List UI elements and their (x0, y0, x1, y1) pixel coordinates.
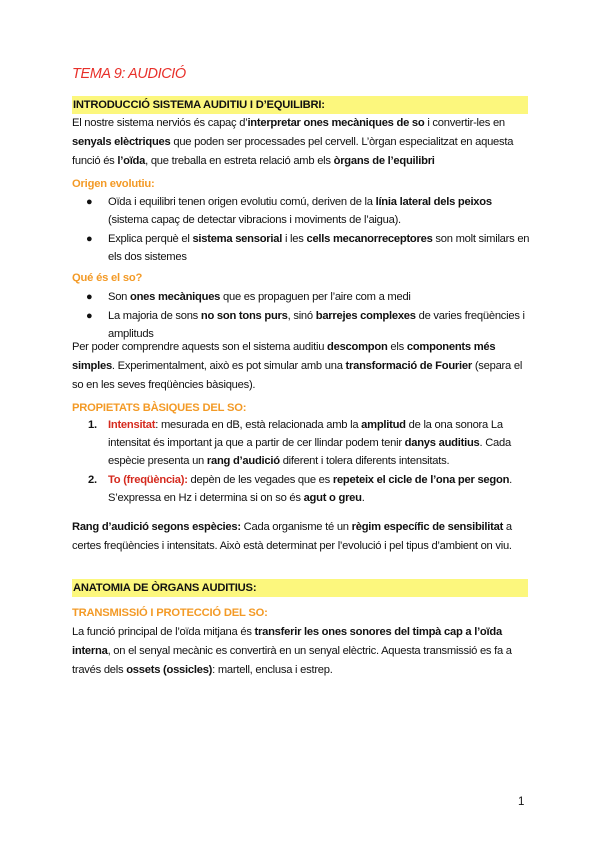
text-run: agut o greu (303, 492, 362, 504)
text-run: de varies freqüències i amplituds (108, 310, 525, 340)
bullet-icon: ● (86, 310, 93, 322)
transmissio-paragraph (72, 623, 532, 680)
text-run: transferir les ones sonores del timpà cap a l’oïda interna (72, 626, 502, 657)
text-run: règim específic de sensibilitat (351, 521, 504, 533)
text-run: . S’expressa en Hz i determina si on so és (108, 474, 513, 504)
numbered-item (72, 471, 532, 507)
text-run: Rang d’audició segons espècies: (72, 521, 241, 533)
text-run: Oïda i equilibri tenen origen evolutiu comú, deriven de la (108, 196, 376, 208)
text-run: cells mecanorreceptores (306, 233, 433, 245)
bullet-icon: ● (86, 233, 93, 245)
subheading-origen: Origen evolutiu: (72, 178, 155, 190)
propietats-list (72, 416, 532, 508)
text-run: Cada organisme té un (240, 521, 352, 533)
text-run: amplitud (361, 419, 406, 431)
numbered-item (72, 416, 532, 470)
text-run: de la ona sonora La intensitat és important ja que a partir de cer llindar podem tenir (108, 419, 503, 449)
subheading-so: Qué és el so? (72, 272, 143, 284)
text-run: línia lateral dels peixos (375, 196, 492, 208)
so-paragraph (72, 338, 532, 395)
rang-paragraph (72, 518, 532, 556)
text-run: . Cada espècie presenta un (108, 437, 511, 467)
text-run: Intensitat (108, 419, 156, 431)
text-run: : martell, enclusa i estrep. (212, 664, 333, 676)
text-run: i les (282, 233, 307, 245)
bullet-icon: ● (86, 291, 93, 303)
text-run: l’oïda (117, 155, 146, 167)
text-run: . Experimentalment, això es pot simular amb una (111, 360, 346, 372)
bullet-icon: ● (86, 196, 93, 208)
text-run: barrejes complexes (315, 310, 416, 322)
text-run: components més simples (72, 341, 496, 372)
text-run: Per poder comprendre aquests son el sistema auditiu (72, 341, 328, 353)
list-item (72, 230, 532, 266)
text-run: (separa el so en les seves freqüències bàsiques). (72, 360, 523, 391)
text-run: que es propaguen per l’aire com a medi (220, 291, 411, 303)
text-run: no son tons purs (200, 310, 288, 322)
text-run: El nostre sistema nerviós és capaç d’ (72, 117, 248, 129)
text-run: a certes freqüències i intensitats. Això està determinat per l’evolució i pel tipus d’ambient on viu. (72, 521, 512, 552)
text-run: repeteix el cicle de l’ona per segon (332, 474, 510, 486)
text-run: . (361, 492, 365, 504)
text-run: ones mecàniques (130, 291, 221, 303)
section-heading-anatomia: ANATOMIA DE ÒRGANS AUDITIUS: (72, 579, 528, 597)
text-run: (sistema capaç de detectar vibracions i moviments de l’aigua). (108, 214, 401, 226)
text-run: La majoria de sons (108, 310, 201, 322)
text-run: transformació de Fourier (345, 360, 472, 372)
text-run: els (387, 341, 407, 353)
text-run: diferent i tolera diferents intensitats. (279, 455, 450, 467)
item-number: 1. (88, 419, 97, 431)
text-run: son molt similars en els dos sistemes (108, 233, 530, 263)
so-list (72, 288, 532, 344)
section-heading-intro: INTRODUCCIÓ SISTEMA AUDITIU I D’EQUILIBRI: (72, 96, 528, 114)
subheading-transmissio: TRANSMISSIÓ I PROTECCIÓ DEL SO: (72, 607, 268, 619)
text-run: , sinó (287, 310, 316, 322)
text-run: interpretar ones mecàniques de so (247, 117, 425, 129)
text-run: : mesurada en dB, està relacionada amb la (155, 419, 362, 431)
item-number: 2. (88, 474, 97, 486)
text-run: senyals elèctriques (72, 136, 171, 148)
text-run: òrgans de l’equilibri (333, 155, 435, 167)
text-run: depèn de les vegades que es (187, 474, 333, 486)
page-number: 1 (518, 796, 525, 808)
list-item (72, 288, 532, 306)
text-run: rang d’audició (206, 455, 280, 467)
text-run: , on el senyal mecànic es convertirà en un senyal elèctric. Aquesta transmissió es fa a través dels (72, 645, 512, 676)
text-run: La funció principal de l’oïda mitjana és (72, 626, 255, 638)
text-run: descompon (327, 341, 388, 353)
text-run: Explica perquè el (108, 233, 193, 245)
intro-paragraph (72, 114, 532, 171)
text-run: que poden ser processades pel cervell. L’òrgan especialitzat en aquesta funció és (72, 136, 514, 167)
origen-list (72, 193, 532, 267)
text-run: i convertir-les en (424, 117, 505, 129)
subheading-propietats: PROPIETATS BÀSIQUES DEL SO: (72, 402, 247, 414)
text-run: sistema sensorial (192, 233, 283, 245)
text-run: Son (108, 291, 131, 303)
text-run: To (freqüència): (108, 474, 188, 486)
page-title: TEMA 9: AUDICIÓ (72, 66, 186, 82)
list-item (72, 193, 532, 229)
text-run: , que treballa en estreta relació amb els (145, 155, 334, 167)
text-run: ossets (ossicles) (126, 664, 213, 676)
text-run: danys auditius (404, 437, 480, 449)
